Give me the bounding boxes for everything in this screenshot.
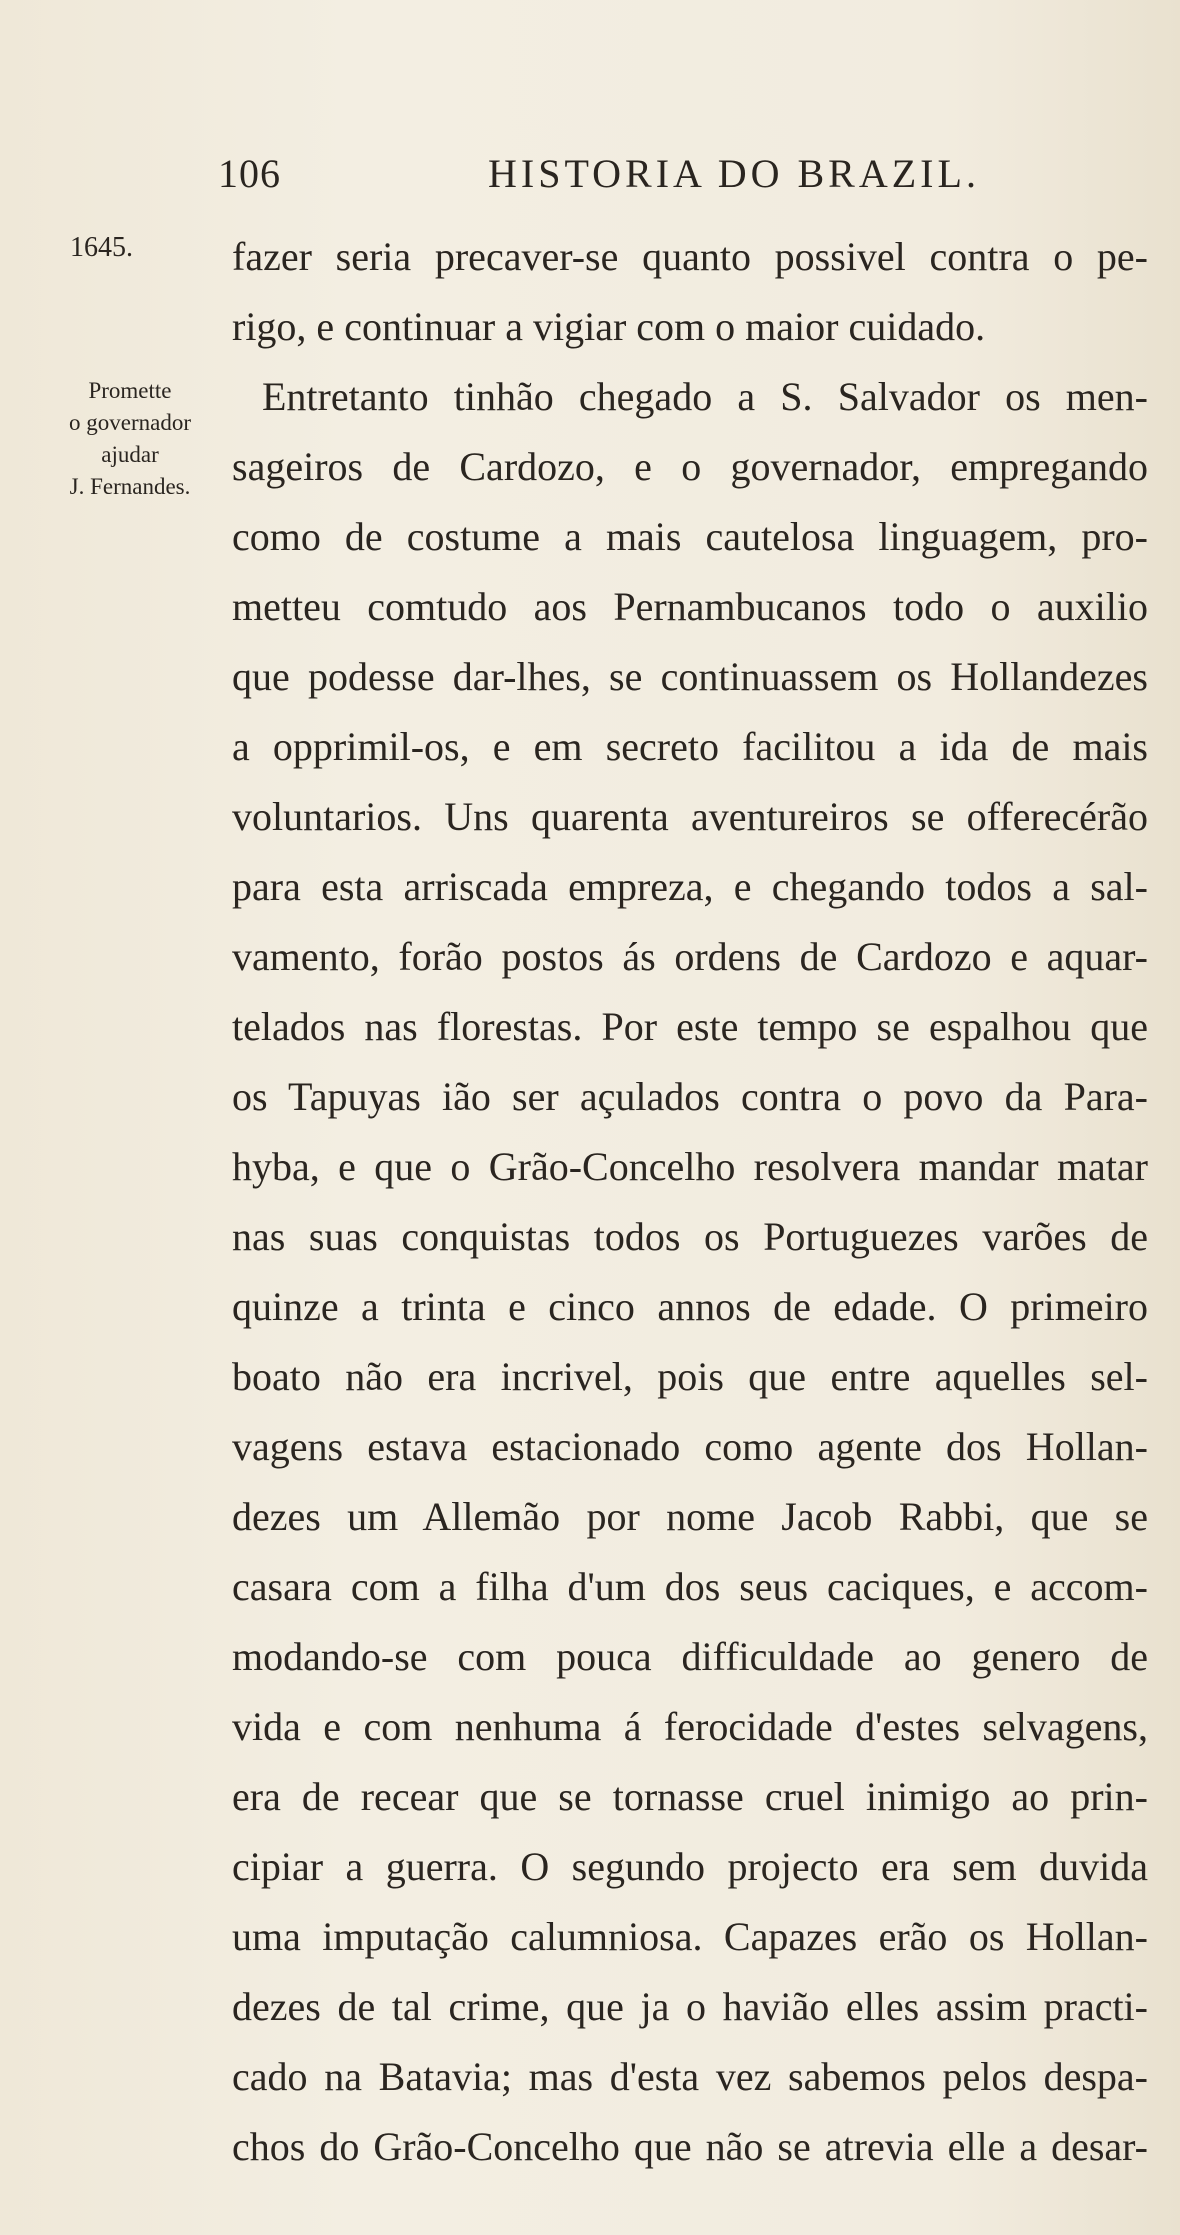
body-text	[232, 222, 1148, 2182]
text-line: quinze a trinta e cinco annos de edade. O primeiro	[232, 1284, 1148, 1329]
text-line: telados nas florestas. Por este tempo se espalhou que	[232, 1004, 1148, 1049]
text-line: chos do Grão-Concelho que não se atrevia elle a desar-	[232, 2124, 1148, 2169]
text-line: metteu comtudo aos Pernambucanos todo o auxilio	[232, 584, 1148, 629]
text-line: uma imputação calumniosa. Capazes erão os Hollan-	[232, 1914, 1148, 1959]
page-header	[218, 150, 1118, 200]
text-line: para esta arriscada empreza, e chegando todos a sal-	[232, 864, 1148, 909]
text-line: como de costume a mais cautelosa linguagem, pro-	[232, 514, 1148, 559]
text-line: que podesse dar-lhes, se continuassem os Hollandezes	[232, 654, 1148, 699]
text-line: era de recear que se tornasse cruel inimigo ao prin-	[232, 1774, 1148, 1819]
page-number: 106	[218, 151, 281, 196]
text-line: vida e com nenhuma á ferocidade d'estes selvagens,	[232, 1704, 1148, 1749]
text-line: cipiar a guerra. O segundo projecto era sem duvida	[232, 1844, 1148, 1889]
text-line: a opprimil-os, e em secreto facilitou a ida de mais	[232, 724, 1148, 769]
margin-note-line: ajudar	[101, 442, 159, 467]
text-line: Entretanto tinhão chegado a S. Salvador os men-	[262, 374, 1148, 419]
text-line: voluntarios. Uns quarenta aventureiros se offerecérão	[232, 794, 1148, 839]
text-line: rigo, e continuar a vigiar com o maior cuidado.	[232, 304, 986, 349]
margin-note-line: o governador	[69, 410, 191, 435]
text-line: casara com a filha d'um dos seus caciques, e accom-	[232, 1564, 1148, 1609]
text-line: vagens estava estacionado como agente dos Hollan-	[232, 1424, 1148, 1469]
text-line: cado na Batavia; mas d'esta vez sabemos pelos despa-	[232, 2054, 1148, 2099]
running-title: HISTORIA DO BRAZIL.	[488, 151, 980, 196]
text-line: vamento, forão postos ás ordens de Cardozo e aquar-	[232, 934, 1148, 979]
text-line: sageiros de Cardozo, e o governador, empregando	[232, 444, 1148, 489]
text-line: dezes de tal crime, que ja o havião elles assim practi-	[232, 1984, 1148, 2029]
margin-note-line: J. Fernandes.	[69, 474, 191, 499]
text-line: os Tapuyas ião ser açulados contra o povo da Para-	[232, 1074, 1148, 1119]
text-line: dezes um Allemão por nome Jacob Rabbi, que se	[232, 1494, 1148, 1539]
text-line: nas suas conquistas todos os Portuguezes varões de	[232, 1214, 1148, 1259]
text-line: modando-se com pouca difficuldade ao genero de	[232, 1634, 1148, 1679]
margin-note-line: Promette	[88, 378, 172, 403]
text-line: fazer seria precaver-se quanto possivel contra o pe-	[232, 234, 1148, 279]
text-line: hyba, e que o Grão-Concelho resolvera mandar matar	[232, 1144, 1148, 1189]
margin-year: 1645.	[70, 232, 133, 263]
text-line: boato não era incrivel, pois que entre aquelles sel-	[232, 1354, 1148, 1399]
margin-note	[40, 375, 220, 503]
